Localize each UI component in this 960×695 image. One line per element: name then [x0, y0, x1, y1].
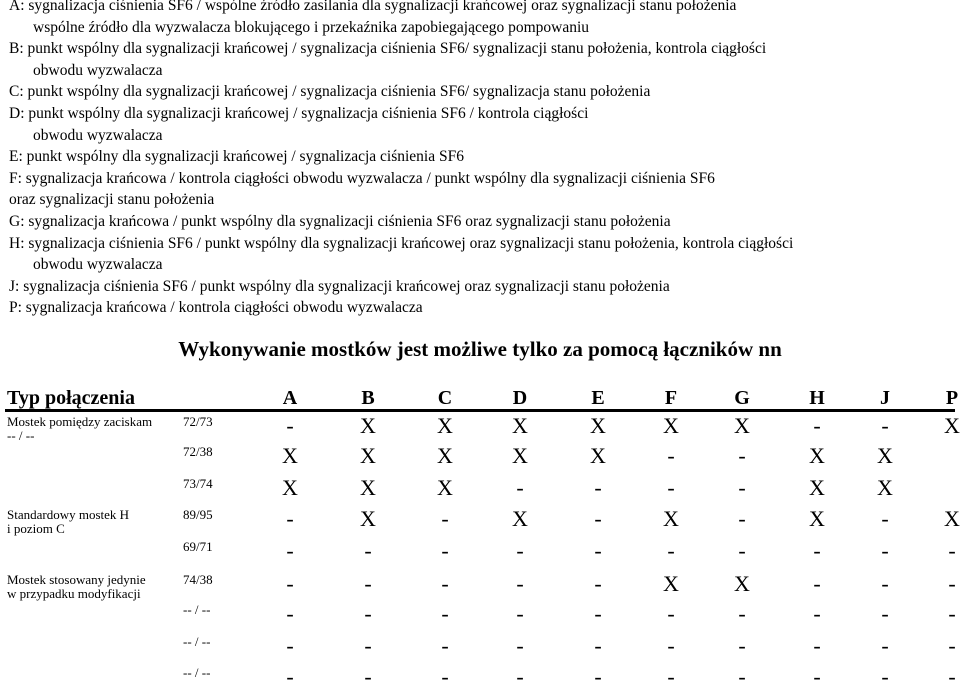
terminal-label: -- / -- — [183, 602, 211, 617]
legend-H-line2: obwodu wyzwalacza — [33, 256, 163, 274]
legend — [9, 0, 957, 319]
column-header-E: E — [591, 387, 605, 409]
table-cell: - — [881, 601, 889, 626]
legend-E-line1: E: punkt wspólny dla sygnalizacji krańcowej / sygnalizacja ciśnienia SF6 — [9, 148, 464, 166]
table-cell: X — [512, 443, 528, 468]
table-cell: - — [813, 538, 821, 563]
column-header-H: H — [809, 387, 825, 409]
terminal-label: 73/74 — [183, 476, 213, 491]
table-cell: - — [813, 633, 821, 658]
table-cell: - — [813, 413, 821, 438]
group-label — [7, 573, 177, 601]
table-cell: - — [594, 506, 602, 531]
column-header-P: P — [945, 387, 959, 409]
table-cell: X — [437, 413, 453, 438]
table-cell: - — [594, 475, 602, 500]
table-cell: X — [360, 506, 376, 531]
group-label-line: w przypadku modyfikacji — [7, 586, 141, 601]
legend-D-line1: D: punkt wspólny dla sygnalizacji krańcowej / sygnalizacja ciśnienia SF6 / kontrola ciągłości — [9, 104, 589, 122]
terminal-label: -- / -- — [183, 634, 211, 649]
table-header-label: Typ połączenia — [7, 387, 135, 409]
table-cell: X — [944, 506, 960, 531]
table-cell: - — [738, 601, 746, 626]
table-cell: X — [663, 506, 679, 531]
table-cell: - — [441, 506, 449, 531]
note-heading: Wykonywanie mostków jest możliwe tylko za pomocą łączników nn — [178, 337, 782, 361]
table-cell: X — [734, 413, 750, 438]
table-cell: - — [948, 601, 956, 626]
terminal-label: 89/95 — [183, 507, 213, 522]
table-cell: - — [441, 633, 449, 658]
table-cell: - — [594, 571, 602, 596]
table-cell: - — [286, 506, 294, 531]
table-cell: - — [881, 413, 889, 438]
table-cell: - — [516, 601, 524, 626]
table-cell: X — [437, 475, 453, 500]
terminal-label: -- / -- — [183, 665, 211, 680]
group-label-line: Standardowy mostek H — [7, 507, 130, 522]
table-cell: - — [738, 664, 746, 689]
table-cell: - — [286, 571, 294, 596]
table-cell: X — [282, 475, 298, 500]
table-cell: - — [286, 538, 294, 563]
group-label-line: Mostek stosowany jedynie — [7, 572, 146, 587]
terminal-label: 74/38 — [183, 572, 213, 587]
table-cell: X — [360, 413, 376, 438]
terminal-label: 69/71 — [183, 539, 213, 554]
group-label-line: i poziom C — [7, 521, 65, 536]
table-header-rule — [5, 411, 955, 412]
legend-A-line2: wspólne źródło dla wyzwalacza blokującego i przekaźnika zapobiegającego pompowaniu — [33, 18, 590, 36]
legend-J-line1: J: sygnalizacja ciśnienia SF6 / punkt wspólny dla sygnalizacji krańcowej oraz sygnalizacji stanu położenia — [9, 277, 670, 295]
legend-C-line1: C: punkt wspólny dla sygnalizacji krańcowej / sygnalizacja ciśnienia SF6/ sygnalizacja stanu położenia — [9, 83, 651, 101]
column-header-D: D — [512, 387, 528, 409]
table-cell: - — [516, 571, 524, 596]
table-cell: - — [948, 538, 956, 563]
legend-A-line1: A: sygnalizacja ciśnienia SF6 / wspólne źródło zasilania dla sygnalizacji krańcowej oraz sygnalizacji stanu położenia — [9, 0, 737, 14]
table-cell: X — [809, 475, 825, 500]
table-cell: - — [738, 633, 746, 658]
column-header-G: G — [734, 387, 750, 409]
table-cell: - — [594, 601, 602, 626]
table-cell: X — [663, 571, 679, 596]
table-cell: - — [286, 664, 294, 689]
table-cell: - — [813, 601, 821, 626]
group-label — [7, 508, 177, 536]
table-cell: - — [881, 538, 889, 563]
table-cell: X — [809, 443, 825, 468]
table-cell: - — [441, 601, 449, 626]
table-cell: - — [948, 633, 956, 658]
table-cell: X — [590, 413, 606, 438]
legend-G-line1: G: sygnalizacja krańcowa / punkt wspólny dla sygnalizacji ciśnienia SF6 oraz sygnalizacji stanu położenia — [9, 212, 671, 230]
table-cell: - — [667, 475, 675, 500]
table-cell: X — [360, 475, 376, 500]
legend-F-line1: F: sygnalizacja krańcowa / kontrola ciągłości obwodu wyzwalacza / punkt wspólny dla sygnalizacji ciśnienia SF6 — [9, 169, 715, 187]
table-cell: - — [667, 601, 675, 626]
table-cell: - — [594, 664, 602, 689]
column-header-A: A — [282, 387, 298, 409]
group-label-line: Mostek pomiędzy zaciskam — [7, 414, 153, 429]
table-cell: - — [881, 633, 889, 658]
table-cell: X — [590, 443, 606, 468]
table-cell: - — [286, 633, 294, 658]
table-cell: - — [441, 571, 449, 596]
group-label — [7, 415, 177, 443]
group-label-line: -- / -- — [7, 428, 35, 443]
table-cell: - — [364, 601, 372, 626]
column-header-C: C — [437, 387, 453, 409]
table-cell: X — [944, 413, 960, 438]
table-cell: X — [663, 413, 679, 438]
table-cell: - — [441, 664, 449, 689]
table-cell: - — [738, 443, 746, 468]
table-cell: - — [594, 633, 602, 658]
legend-B-line2: obwodu wyzwalacza — [33, 61, 163, 79]
table-cell: - — [667, 538, 675, 563]
table-cell: X — [809, 506, 825, 531]
table-cell: - — [516, 664, 524, 689]
table-cell: - — [516, 475, 524, 500]
table-cell: - — [594, 538, 602, 563]
table-cell: - — [364, 571, 372, 596]
legend-B-line1: B: punkt wspólny dla sygnalizacji krańcowej / sygnalizacja ciśnienia SF6/ sygnalizacji stanu położenia, kontrola ciągłości — [9, 40, 767, 58]
table-cell: - — [364, 538, 372, 563]
table-cell: - — [286, 601, 294, 626]
table-cell: X — [734, 571, 750, 596]
table-cell: - — [441, 538, 449, 563]
table-cell: - — [738, 506, 746, 531]
column-header-B: B — [361, 387, 375, 409]
legend-H-line1: H: sygnalizacja ciśnienia SF6 / punkt wspólny dla sygnalizacji krańcowej oraz sygnalizacji stanu położenia, kontrola ciągłości — [9, 234, 794, 252]
table-cell: - — [667, 633, 675, 658]
legend-F-line2: oraz sygnalizacji stanu położenia — [9, 191, 215, 209]
table-cell: - — [738, 538, 746, 563]
table-cell: X — [877, 443, 893, 468]
table-cell: - — [948, 664, 956, 689]
table-cell: X — [437, 443, 453, 468]
table-cell: - — [516, 633, 524, 658]
table-cell: X — [512, 413, 528, 438]
table-cell: X — [282, 443, 298, 468]
table-cell: - — [667, 443, 675, 468]
column-header-F: F — [664, 387, 678, 409]
table-cell: X — [512, 506, 528, 531]
table-cell: - — [948, 571, 956, 596]
legend-D-line2: obwodu wyzwalacza — [33, 126, 163, 144]
table-cell: - — [738, 475, 746, 500]
table-cell: - — [813, 664, 821, 689]
terminal-label: 72/73 — [183, 414, 213, 429]
table-cell: - — [881, 571, 889, 596]
table-cell: - — [364, 633, 372, 658]
table-cell: X — [360, 443, 376, 468]
column-header-J: J — [880, 387, 890, 409]
table-cell: - — [516, 538, 524, 563]
table-cell: - — [286, 413, 294, 438]
terminal-label: 72/38 — [183, 444, 213, 459]
legend-P-line1: P: sygnalizacja krańcowa / kontrola ciągłości obwodu wyzwalacza — [9, 299, 423, 317]
table-cell: - — [364, 664, 372, 689]
table-cell: - — [667, 664, 675, 689]
table-cell: - — [813, 571, 821, 596]
table-cell: - — [881, 506, 889, 531]
table-cell: - — [881, 664, 889, 689]
table-cell: X — [877, 475, 893, 500]
